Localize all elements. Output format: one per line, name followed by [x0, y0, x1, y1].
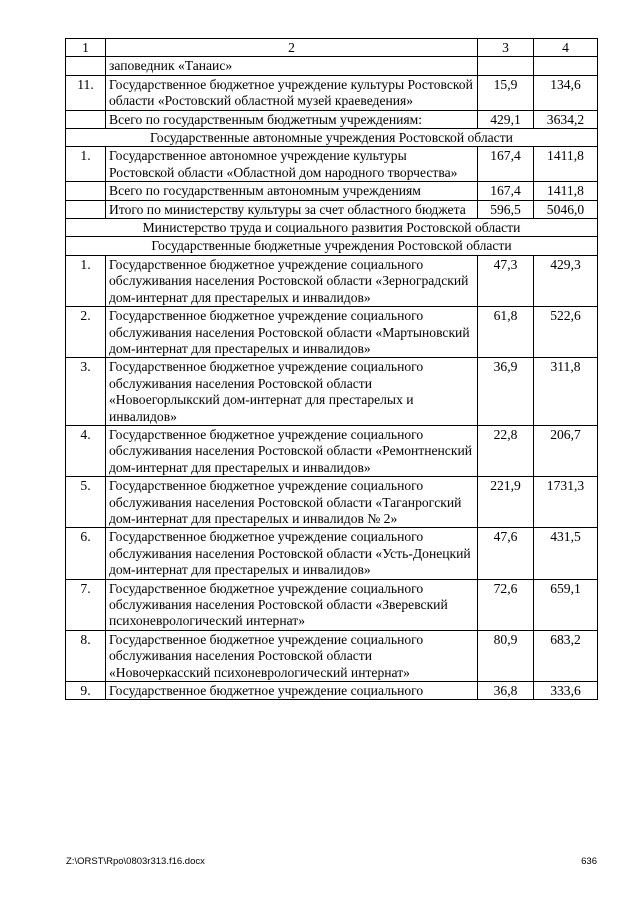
table-row	[66, 358, 598, 426]
budget-table-body	[66, 39, 598, 700]
table-row	[66, 528, 598, 579]
institution-name: Государственное бюджетное учреждение социального обслуживания населения Ростовской области «Усть-Донецкий дом-интернат для престарелых и инвалидов»	[106, 528, 478, 579]
value-col-4	[534, 57, 598, 75]
value-col-3: 167,4	[478, 147, 534, 182]
value-col-4: 1411,8	[534, 147, 598, 182]
value-col-3	[478, 57, 534, 75]
row-number: 11.	[66, 75, 106, 110]
row-number: 3.	[66, 358, 106, 426]
row-number	[66, 200, 106, 218]
value-col-4: 431,5	[534, 528, 598, 579]
section-header-row	[66, 129, 598, 147]
value-col-3: 47,6	[478, 528, 534, 579]
table-row	[66, 307, 598, 358]
value-col-4: 522,6	[534, 307, 598, 358]
value-col-3: 15,9	[478, 75, 534, 110]
header-col-3: 3	[478, 39, 534, 57]
row-number: 4.	[66, 425, 106, 476]
table-row	[66, 425, 598, 476]
value-col-4: 683,2	[534, 630, 598, 681]
value-col-3: 61,8	[478, 307, 534, 358]
table-row	[66, 57, 598, 75]
header-col-1: 1	[66, 39, 106, 57]
row-number: 8.	[66, 630, 106, 681]
row-number: 9.	[66, 682, 106, 700]
row-number: 1.	[66, 255, 106, 306]
row-number: 1.	[66, 147, 106, 182]
value-col-3: 167,4	[478, 182, 534, 200]
institution-name: Государственное бюджетное учреждение социального	[106, 682, 478, 700]
table-header-row	[66, 39, 598, 57]
row-number: 7.	[66, 579, 106, 630]
institution-name: Государственное бюджетное учреждение социального обслуживания населения Ростовской области «Зерноградский дом-интернат для престарелых и инвалидов»	[106, 255, 478, 306]
value-col-4: 429,3	[534, 255, 598, 306]
table-row	[66, 682, 598, 700]
institution-name: Государственное бюджетное учреждение социального обслуживания населения Ростовской области «Таганрогский дом-интернат для престарелых и инвалидов № 2»	[106, 477, 478, 528]
value-col-3: 596,5	[478, 200, 534, 218]
institution-name: Государственное бюджетное учреждение культуры Ростовской области «Ростовский областной музей краеведения»	[106, 75, 478, 110]
institution-name: Всего по государственным автономным учреждениям	[106, 182, 478, 200]
institution-name: Государственное бюджетное учреждение социального обслуживания населения Ростовской области «Ремонтненский дом-интернат для престарелых и инвалидов»	[106, 425, 478, 476]
value-col-4: 659,1	[534, 579, 598, 630]
value-col-4: 3634,2	[534, 110, 598, 128]
institution-name: Государственное автономное учреждение культуры Ростовской области «Областной дом народного творчества»	[106, 147, 478, 182]
table-row	[66, 255, 598, 306]
table-row	[66, 75, 598, 110]
institution-name: Государственное бюджетное учреждение социального обслуживания населения Ростовской области «Зверевский психоневрологический интернат»	[106, 579, 478, 630]
section-title: Государственные автономные учреждения Ростовской области	[66, 129, 598, 147]
table-row	[66, 477, 598, 528]
section-header-row	[66, 219, 598, 237]
section-title: Министерство труда и социального развития Ростовской области	[66, 219, 598, 237]
institution-name: Всего по государственным бюджетным учреждениям:	[106, 110, 478, 128]
row-number	[66, 182, 106, 200]
row-number	[66, 57, 106, 75]
value-col-4: 1411,8	[534, 182, 598, 200]
table-row	[66, 110, 598, 128]
table-row	[66, 147, 598, 182]
footer-file-path: Z:\ORST\Rpo\0803r313.f16.docx	[66, 856, 205, 867]
institution-name: Государственное бюджетное учреждение социального обслуживания населения Ростовской области «Новочеркасский психоневрологический интернат»	[106, 630, 478, 681]
row-number: 6.	[66, 528, 106, 579]
section-header-row	[66, 237, 598, 255]
header-col-4: 4	[534, 39, 598, 57]
institution-name: Государственное бюджетное учреждение социального обслуживания населения Ростовской области «Новоегорлыкский дом-интернат для престарелых и инвалидов»	[106, 358, 478, 426]
value-col-3: 22,8	[478, 425, 534, 476]
header-col-2: 2	[106, 39, 478, 57]
row-number	[66, 110, 106, 128]
value-col-4: 134,6	[534, 75, 598, 110]
value-col-3: 47,3	[478, 255, 534, 306]
table-row	[66, 182, 598, 200]
table-row	[66, 630, 598, 681]
institution-name: Итого по министерству культуры за счет областного бюджета	[106, 200, 478, 218]
institution-name: Государственное бюджетное учреждение социального обслуживания населения Ростовской области «Мартыновский дом-интернат для престарелых и инвалидов»	[106, 307, 478, 358]
value-col-3: 429,1	[478, 110, 534, 128]
value-col-3: 72,6	[478, 579, 534, 630]
table-row	[66, 579, 598, 630]
row-number: 2.	[66, 307, 106, 358]
value-col-4: 333,6	[534, 682, 598, 700]
value-col-3: 80,9	[478, 630, 534, 681]
value-col-4: 1731,3	[534, 477, 598, 528]
value-col-4: 5046,0	[534, 200, 598, 218]
row-number: 5.	[66, 477, 106, 528]
value-col-3: 36,9	[478, 358, 534, 426]
value-col-4: 311,8	[534, 358, 598, 426]
value-col-4: 206,7	[534, 425, 598, 476]
value-col-3: 36,8	[478, 682, 534, 700]
table-row	[66, 200, 598, 218]
footer-page-number: 636	[581, 856, 597, 867]
value-col-3: 221,9	[478, 477, 534, 528]
budget-table	[65, 38, 598, 700]
institution-name: заповедник «Танаис»	[106, 57, 478, 75]
section-title: Государственные бюджетные учреждения Ростовской области	[66, 237, 598, 255]
